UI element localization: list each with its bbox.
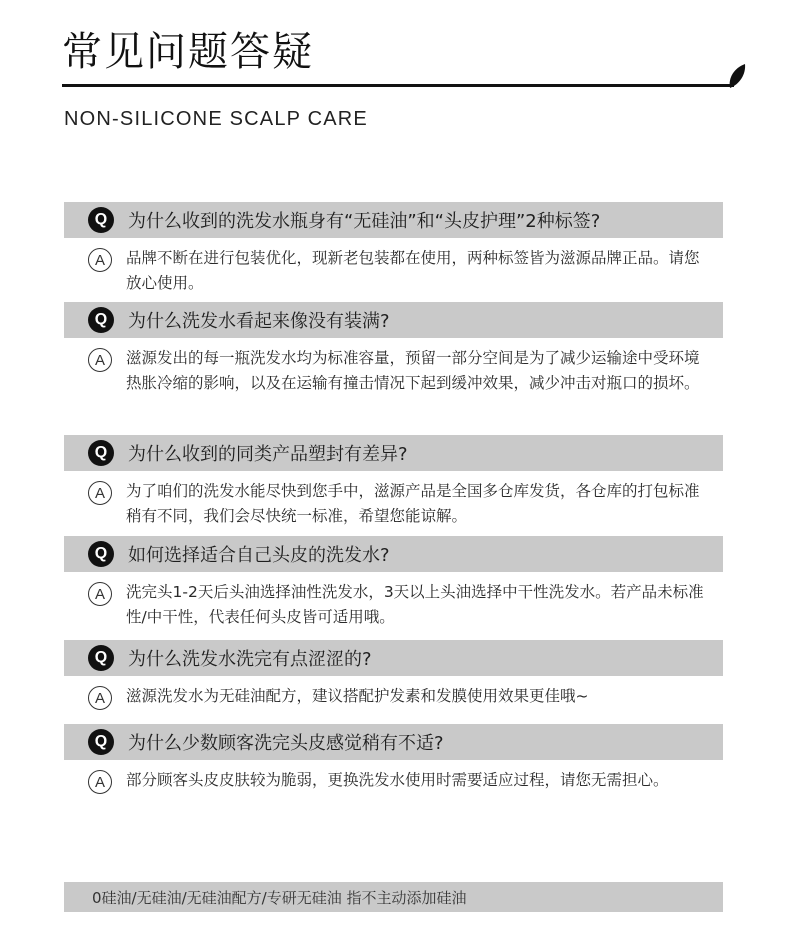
question-bar bbox=[64, 640, 723, 676]
answer-badge-icon: A bbox=[88, 348, 112, 372]
faq-item bbox=[64, 724, 723, 808]
question-badge-icon: Q bbox=[88, 207, 114, 233]
question-text: 如何选择适合自己头皮的洗发水? bbox=[128, 545, 390, 566]
faq-item bbox=[64, 536, 723, 640]
faq-item bbox=[64, 435, 723, 536]
question-badge-icon: Q bbox=[88, 307, 114, 333]
question-text: 为什么洗发水洗完有点涩涩的? bbox=[128, 649, 372, 670]
footer-note: 0硅油/无硅油/无硅油配方/专研无硅油 指不主动添加硅油 bbox=[64, 882, 723, 912]
answer-row bbox=[64, 580, 723, 640]
question-bar bbox=[64, 202, 723, 238]
leaf-icon bbox=[726, 62, 748, 90]
answer-badge-icon: A bbox=[88, 686, 112, 710]
answer-text: 滋源洗发水为无硅油配方，建议搭配护发素和发膜使用效果更佳哦~ bbox=[126, 687, 589, 705]
question-badge-icon: Q bbox=[88, 541, 114, 567]
answer-badge-icon: A bbox=[88, 770, 112, 794]
answer-badge-icon: A bbox=[88, 481, 112, 505]
faq-list bbox=[64, 202, 723, 808]
question-text: 为什么收到的同类产品塑封有差异? bbox=[128, 444, 408, 465]
answer-row bbox=[64, 346, 723, 435]
question-bar bbox=[64, 435, 723, 471]
answer-text: 洗完头1-2天后头油选择油性洗发水，3天以上头油选择中干性洗发水。若产品未标准性/中干性，代表任何头皮皆可适用哦。 bbox=[126, 583, 704, 626]
question-badge-icon: Q bbox=[88, 440, 114, 466]
question-badge-icon: Q bbox=[88, 645, 114, 671]
answer-row bbox=[64, 479, 723, 536]
answer-badge-icon: A bbox=[88, 248, 112, 272]
page-title: 常见问题答疑 bbox=[62, 29, 314, 75]
question-text: 为什么少数顾客洗完头皮感觉稍有不适? bbox=[128, 733, 444, 754]
answer-row bbox=[64, 246, 723, 302]
answer-badge-icon: A bbox=[88, 582, 112, 606]
question-badge-icon: Q bbox=[88, 729, 114, 755]
page-subtitle: NON-SILICONE SCALP CARE bbox=[64, 108, 368, 130]
answer-row bbox=[64, 684, 723, 724]
question-text: 为什么收到的洗发水瓶身有“无硅油”和“头皮护理”2种标签? bbox=[128, 211, 601, 232]
faq-item bbox=[64, 640, 723, 724]
question-bar bbox=[64, 724, 723, 760]
title-underline bbox=[62, 84, 734, 87]
question-bar bbox=[64, 302, 723, 338]
answer-row bbox=[64, 768, 723, 808]
faq-item bbox=[64, 302, 723, 435]
answer-text: 品牌不断在进行包装优化，现新老包装都在使用，两种标签皆为滋源品牌正品。请您放心使用。 bbox=[126, 249, 700, 292]
faq-item bbox=[64, 202, 723, 302]
answer-text: 滋源发出的每一瓶洗发水均为标准容量，预留一部分空间是为了减少运输途中受环境热胀冷缩的影响，以及在运输有撞击情况下起到缓冲效果，减少冲击对瓶口的损坏。 bbox=[126, 349, 700, 392]
question-text: 为什么洗发水看起来像没有装满? bbox=[128, 311, 390, 332]
question-bar bbox=[64, 536, 723, 572]
answer-text: 为了咱们的洗发水能尽快到您手中，滋源产品是全国多仓库发货，各仓库的打包标准稍有不同，我们会尽快统一标准，希望您能谅解。 bbox=[126, 482, 700, 525]
answer-text: 部分顾客头皮皮肤较为脆弱，更换洗发水使用时需要适应过程，请您无需担心。 bbox=[126, 771, 669, 789]
